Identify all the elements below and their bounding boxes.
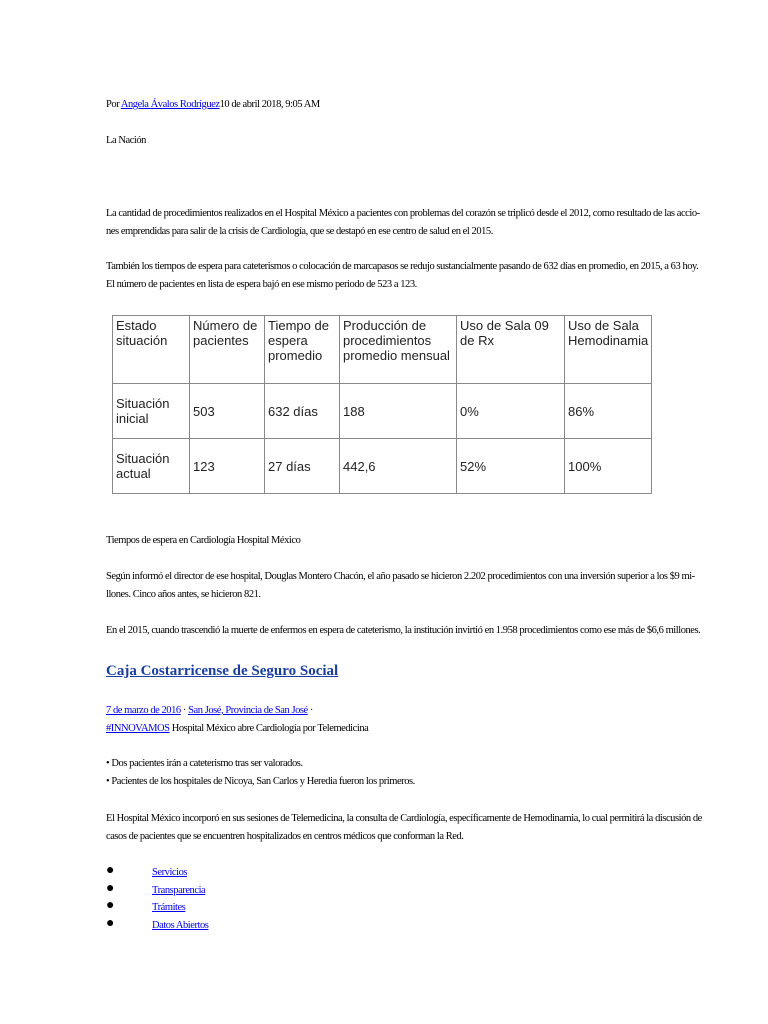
bullet-icon: ● <box>106 915 115 931</box>
paragraph-2-line-1: También los tiempos de espera para cateterismos o colocación de marcapasos se redujo sustancialmente pasando de 632 días en promedio, en 2015, a 63 hoy. <box>106 261 699 272</box>
post-paragraph-line-2: casos de pacientes que se encuentren hospitalizados en centros médicos que conforman la Red. <box>106 831 464 842</box>
table-header: Uso de Sala Hemodinamia <box>565 316 652 384</box>
hashtag-link[interactable]: #INNOVAMOS <box>106 723 170 734</box>
headline-text: Hospital México abre Cardiología por Telemedicina <box>169 723 369 734</box>
table-cell: 86% <box>565 384 652 439</box>
table-cell: 27 días <box>265 439 340 494</box>
table-cell: 632 días <box>265 384 340 439</box>
paragraph-1-line-1: La cantidad de procedimientos realizados en el Hospital México a pacientes con problemas del corazón se triplicó desde el 2012, como resultado de las accio- <box>106 208 700 219</box>
table-header: Tiempo de espera promedio <box>265 316 340 384</box>
location-link[interactable]: San José, Provincia de San José <box>188 705 308 716</box>
table-header-row <box>113 316 652 384</box>
table-cell: 442,6 <box>340 439 457 494</box>
table-header: Número de pacientes <box>190 316 265 384</box>
paragraph-3-line-2: llones. Cinco años antes, se hicieron 821. <box>106 589 261 600</box>
table-cell: 100% <box>565 439 652 494</box>
meta-separator: · <box>180 705 189 716</box>
paragraph-1-line-2: nes emprendidas para salir de la crisis de Cardiología, que se destapó en ese centro de salud en el 2015. <box>106 226 493 237</box>
table-cell: Situación inicial <box>113 384 190 439</box>
bullet-icon: ● <box>106 880 115 896</box>
byline <box>106 98 320 111</box>
table-row <box>113 439 652 494</box>
post-bullet-1: • Dos pacientes irán a cateterismo tras ser valorados. <box>106 758 303 769</box>
bullet-icon: ● <box>106 863 115 878</box>
bullet-icon: ● <box>106 898 115 913</box>
author-link[interactable]: Angela Ávalos Rodríguez <box>120 99 220 110</box>
ccss-title-link[interactable]: Caja Costarricense de Seguro Social <box>106 663 339 679</box>
table-header: Uso de Sala 09 de Rx <box>457 316 565 384</box>
byline-prefix: Por <box>106 99 121 110</box>
source-label: La Nación <box>106 135 146 146</box>
link-tramites[interactable]: Trámites <box>152 902 186 913</box>
link-transparencia[interactable]: Transparencia <box>152 884 206 896</box>
section-title <box>106 662 338 680</box>
table-cell: 503 <box>190 384 265 439</box>
post-bullet-2: • Pacientes de los hospitales de Nicoya, San Carlos y Heredia fueron los primeros. <box>106 776 415 787</box>
table-cell: 188 <box>340 384 457 439</box>
table-header: Producción de procedimientos promedio mensual <box>340 316 457 384</box>
table-caption: Tiempos de espera en Cardiología Hospital México <box>106 535 301 546</box>
table-cell: 52% <box>457 439 565 494</box>
link-servicios[interactable]: Servicios <box>152 867 188 878</box>
post-date-link[interactable]: 7 de marzo de 2016 <box>106 705 181 716</box>
paragraph-4-line-1: En el 2015, cuando trascendió la muerte de enfermos en espera de cateterismo, la institución invirtió en 1.958 procedimientos como ese más de $6,6 millones. <box>106 625 701 636</box>
paragraph-3-line-1: Según informó el director de ese hospital, Douglas Montero Chacón, el año pasado se hicieron 2.202 procedimientos con una inversión superior a los $9 mi- <box>106 571 695 582</box>
post-headline <box>106 722 368 735</box>
post-meta <box>106 704 313 717</box>
post-paragraph-line-1: El Hospital México incorporó en sus sesiones de Telemedicina, la consulta de Cardiología, específicamente de Hemodinamia, lo cual permitirá la discusión de <box>106 813 702 824</box>
link-datos-abiertos[interactable]: Datos Abiertos <box>152 919 209 931</box>
meta-separator: · <box>307 705 313 716</box>
table-cell: 0% <box>457 384 565 439</box>
table-row <box>113 384 652 439</box>
table-cell: 123 <box>190 439 265 494</box>
table-cell: Situación actual <box>113 439 190 494</box>
paragraph-2-line-2: El número de pacientes en lista de espera bajó en ese mismo periodo de 523 a 123. <box>106 279 417 290</box>
waiting-times-table <box>112 315 652 494</box>
table-header: Estado situación <box>113 316 190 384</box>
publish-date: 10 de abril 2018, 9:05 AM <box>219 99 320 110</box>
